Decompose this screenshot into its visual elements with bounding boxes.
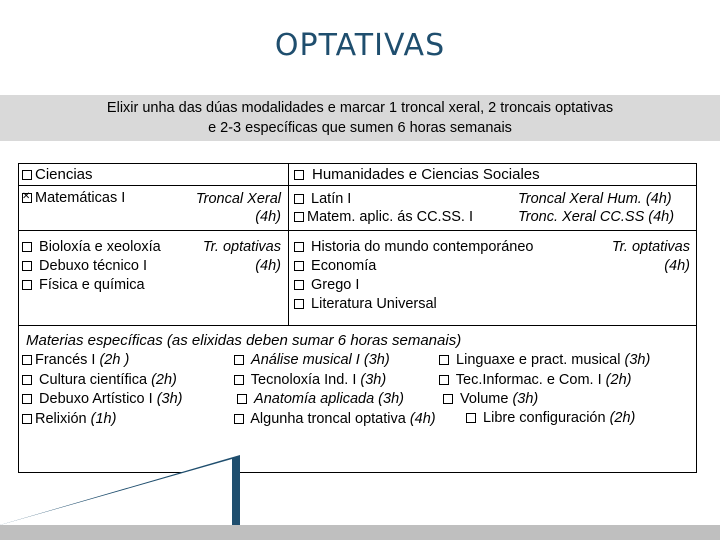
row-divider [18, 230, 697, 231]
latin-label: Latín I [311, 191, 352, 207]
list-item[interactable] [294, 238, 534, 257]
troncal-xeral-hours: (4h) [255, 209, 281, 225]
header-divider [18, 185, 697, 186]
especificas-col3 [439, 351, 650, 410]
subject-hours: (2h) [151, 371, 177, 388]
humanidades-troncal-list [294, 190, 473, 226]
subject-hours: (4h) [409, 410, 436, 427]
instructions-banner [0, 95, 720, 141]
troncal-ccss-note: Tronc. Xeral CC.SS (4h) [518, 209, 675, 225]
subject-name: Tecnoloxía Ind. I [250, 371, 357, 388]
ciencias-header[interactable] [22, 166, 93, 183]
especificas-col1 [22, 351, 183, 429]
list-item[interactable] [294, 276, 534, 295]
list-item[interactable] [443, 390, 650, 410]
hum-tr-optativas-hours: (4h) [664, 258, 690, 274]
matem-aplic-label: Matem. aplic. ás CC.SS. I [307, 209, 473, 225]
subject-name: Debuxo Artístico I [39, 391, 153, 407]
list-item[interactable] [22, 351, 183, 371]
list-item[interactable] [22, 410, 183, 430]
subject-name: Libre configuración [483, 409, 606, 426]
ciencias-label: Ciencias [35, 166, 93, 183]
list-item[interactable] [234, 351, 436, 371]
matem-aplic-checkbox[interactable] [294, 212, 304, 222]
section-divider [18, 325, 697, 326]
subject-hours: (2h) [609, 409, 636, 426]
ciencias-checkbox[interactable] [22, 170, 32, 180]
checkbox[interactable] [466, 413, 476, 423]
list-item[interactable] [237, 390, 436, 410]
decorative-corner-mask [0, 459, 232, 525]
hum-tr-optativas-label: Tr. optativas [611, 239, 690, 255]
debuxo-tecnico-checkbox[interactable] [22, 261, 32, 271]
bottom-band [0, 525, 720, 540]
subject-name: Tec.Informac. e Com. I [455, 371, 602, 388]
subject-hours: (3h) [360, 371, 387, 388]
checkbox[interactable] [439, 375, 449, 385]
ciencias-optativas-note [160, 238, 281, 276]
subject-name: Análise musical I [251, 352, 360, 368]
tr-optativas-label: Tr. optativas [202, 239, 281, 255]
debuxo-tecnico-label: Debuxo técnico I [39, 258, 148, 274]
page-title: OPTATIVAS [274, 28, 446, 63]
tr-optativas-hours: (4h) [255, 258, 281, 274]
subject-hours: (2h ) [99, 352, 130, 368]
troncal-xeral-label: Troncal Xeral [195, 191, 281, 207]
fisica-checkbox[interactable] [22, 280, 32, 290]
subject-name: Linguaxe e pract. musical [456, 352, 621, 368]
subject-name: Relixión [35, 410, 87, 427]
bioloxia-label: Bioloxía e xeoloxía [39, 239, 161, 255]
instructions-line-1: Elixir unha das dúas modalidades e marcar 1 troncal xeral, 2 troncais optativas [106, 100, 614, 116]
latin-checkbox[interactable] [294, 194, 304, 204]
humanidades-troncal-notes [518, 190, 674, 226]
humanidades-optativas-list [294, 238, 534, 314]
list-item[interactable] [466, 410, 635, 426]
subject-hours: (3h) [156, 391, 183, 407]
checkbox[interactable] [439, 355, 449, 365]
literatura-checkbox[interactable] [294, 299, 304, 309]
subject-name: Cultura científica [39, 371, 148, 388]
troncal-hum-note: Troncal Xeral Hum. (4h) [518, 191, 672, 207]
list-item[interactable] [294, 190, 473, 208]
subject-hours: (3h) [624, 352, 651, 368]
historia-checkbox[interactable] [294, 242, 304, 252]
subject-hours: (3h) [512, 391, 539, 407]
especificas-header: Materias específicas (as elixidas deben sumar 6 horas semanais) [26, 332, 462, 349]
subject-hours: (2h) [605, 371, 632, 388]
grego-checkbox[interactable] [294, 280, 304, 290]
historia-label: Historia do mundo contemporáneo [311, 239, 534, 255]
especificas-col2 [234, 351, 436, 429]
matematicas-checkbox[interactable] [22, 193, 32, 203]
humanidades-label: Humanidades e Ciencias Sociales [312, 166, 540, 183]
checkbox[interactable] [443, 394, 453, 404]
list-item[interactable] [22, 371, 183, 391]
checkbox[interactable] [22, 394, 32, 404]
subject-name: Volume [460, 391, 509, 407]
column-divider [288, 163, 289, 325]
matematicas-option[interactable] [22, 190, 125, 206]
list-item[interactable] [294, 208, 473, 226]
list-item[interactable] [234, 410, 436, 430]
humanidades-header[interactable] [294, 166, 540, 183]
list-item[interactable] [22, 238, 161, 257]
list-item[interactable] [294, 295, 534, 314]
economia-checkbox[interactable] [294, 261, 304, 271]
instructions-line-2: e 2-3 específicas que sumen 6 horas semanais [208, 120, 512, 136]
ciencias-troncal-note [160, 190, 281, 226]
list-item[interactable] [22, 276, 161, 295]
checkbox[interactable] [234, 375, 244, 385]
matematicas-label: Matemáticas I [35, 190, 126, 206]
list-item[interactable] [234, 371, 436, 391]
humanidades-optativas-note [560, 238, 690, 276]
checkbox[interactable] [22, 375, 32, 385]
subject-name: Anatomía aplicada [254, 391, 375, 407]
checkbox[interactable] [234, 414, 244, 424]
literatura-label: Literatura Universal [311, 296, 437, 312]
grego-label: Grego I [311, 277, 360, 293]
checkbox[interactable] [234, 355, 244, 365]
economia-label: Economía [311, 258, 377, 274]
bioloxia-checkbox[interactable] [22, 242, 32, 252]
list-item[interactable] [22, 390, 183, 410]
fisica-label: Física e química [39, 277, 145, 293]
list-item[interactable] [439, 371, 650, 391]
subject-name: Algunha troncal optativa [250, 410, 406, 427]
checkbox[interactable] [22, 355, 32, 365]
subject-hours: (3h) [378, 391, 404, 407]
subject-hours: (3h) [363, 352, 390, 368]
list-item[interactable] [294, 257, 534, 276]
list-item[interactable] [439, 351, 650, 371]
subject-name: Francés I [35, 352, 96, 368]
list-item[interactable] [22, 257, 161, 276]
checkbox[interactable] [237, 394, 247, 404]
humanidades-checkbox[interactable] [294, 170, 304, 180]
ciencias-optativas-list [22, 238, 161, 295]
subject-hours: (1h) [90, 410, 117, 427]
checkbox[interactable] [22, 414, 32, 424]
